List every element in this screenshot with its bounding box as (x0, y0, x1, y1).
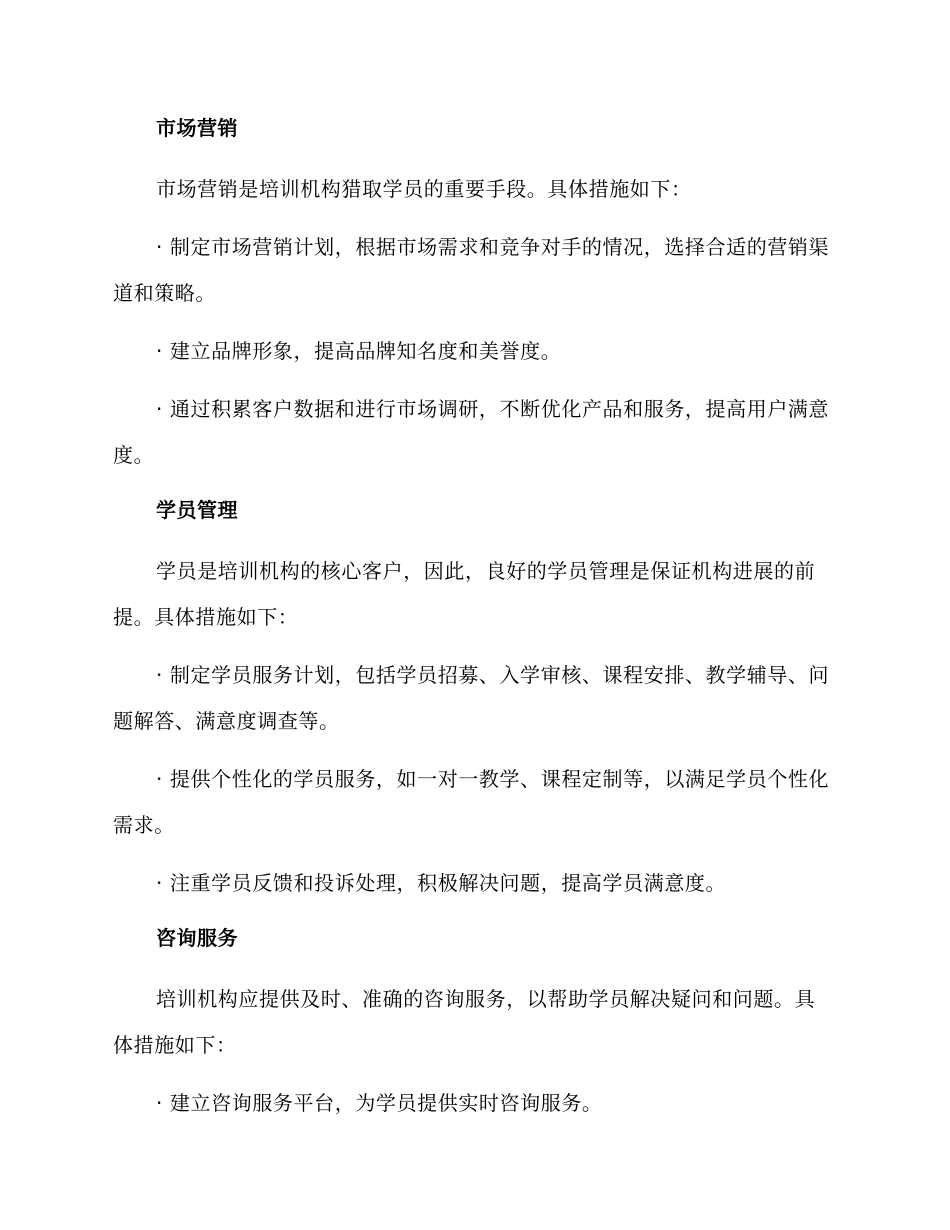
bullet-item: · 建立咨询服务平台，为学员提供实时咨询服务。 (156, 1091, 603, 1115)
bullet-item: · 通过积累客户数据和进行市场调研，不断优化产品和服务，提高用户满意度。 (113, 397, 830, 467)
section-intro-marketing: 市场营销是培训机构猎取学员的重要手段。具体措施如下： (156, 177, 692, 201)
section-intro-consulting: 培训机构应提供及时、准确的咨询服务，以帮助学员解决疑问和问题。具体措施如下： (113, 987, 816, 1057)
section-heading-student-management: 学员管理 (156, 498, 238, 522)
bullet-item: · 建立品牌形象，提高品牌知名度和美誉度。 (156, 339, 562, 363)
document-body (113, 108, 835, 1138)
section-intro-student-management: 学员是培训机构的核心客户，因此，良好的学员管理是保证机构进展的前提。具体措施如下： (113, 559, 816, 629)
bullet-item: · 提供个性化的学员服务，如一对一教学、课程定制等，以满足学员个性化需求。 (113, 767, 830, 837)
bullet-item: · 制定市场营销计划，根据市场需求和竞争对手的情况，选择合适的营销渠道和策略。 (113, 235, 830, 305)
section-heading-marketing: 市场营销 (156, 116, 238, 140)
bullet-item: · 制定学员服务计划，包括学员招募、入学审核、课程安排、教学辅导、问题解答、满意度调查等。 (113, 663, 830, 733)
section-heading-consulting: 咨询服务 (156, 926, 238, 950)
bullet-item: · 注重学员反馈和投诉处理，积极解决问题，提高学员满意度。 (156, 871, 727, 895)
